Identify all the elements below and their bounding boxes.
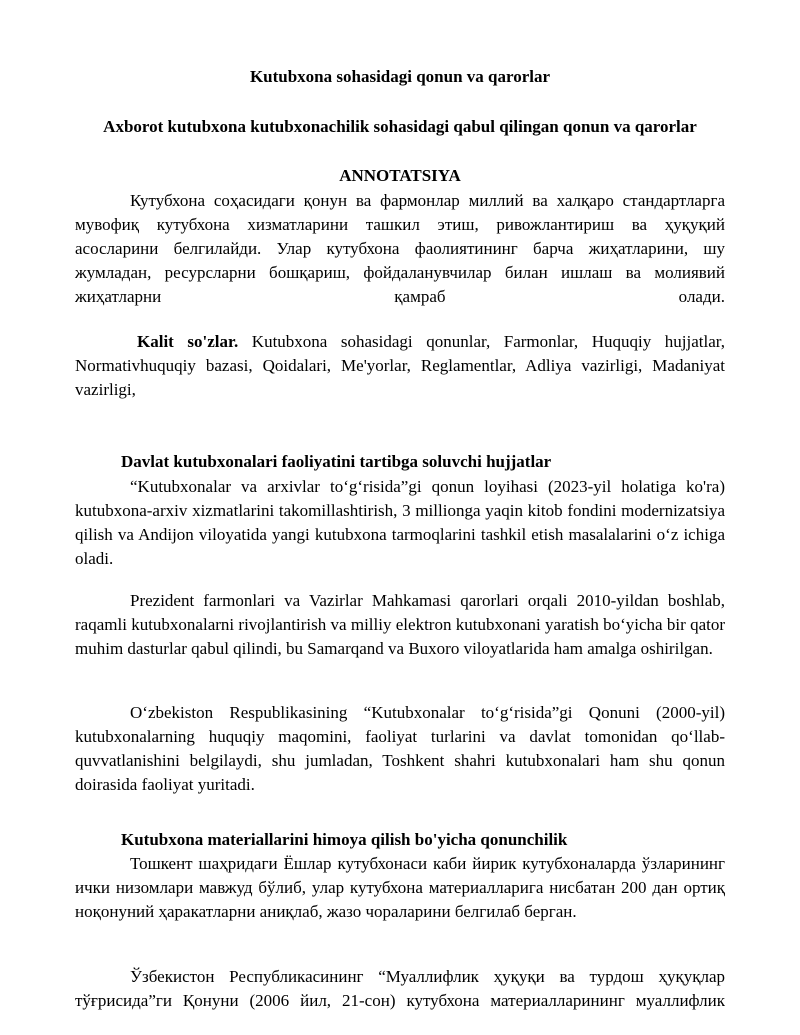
section-heading: Kutubxona materiallarini himoya qilish bo'yicha qonunchilik (121, 830, 568, 849)
annotation-line: жумладан, ресурсларни бошқариш, фойдаланувчилар билан ишлаш ва молиявий (75, 263, 725, 282)
document-title: Kutubxona sohasidagi qonun va qarorlar (249, 67, 551, 86)
section2-paragraph-1: Тошкент шаҳридаги Ёшлар кутубхонаси каби йирик кутубхоналарда ўзларининг ички низомлари мавжуд бўлиб, улар кутубхона материалларига нисбатан 200 дан ортиқ ноқонуний ҳаракатларни аниқлаб, жазо чораларини белгилаб берган. (75, 854, 725, 921)
keywords-label: Kalit so'zlar. (137, 332, 239, 351)
section2-line: тўғрисида”ги Қонуни (2006 йил, 21-сон) кутубхона материалларининг муаллифлик (75, 991, 725, 1010)
section1-paragraph-3: O‘zbekiston Respublikasining “Kutubxonalar to‘g‘risida”gi Qonuni (2000-yil) kutubxonalarning huquqiy maqomini, faoliyat turlarini va davlat tomonidan qo‘llab-quvvatlanishini belgilaydi, shu jumladan, Toshkent shahri kutubxonalari ham shu qonun doirasida faoliyat yuritadi. (75, 703, 725, 794)
annotation-last-line (75, 285, 725, 309)
annotation-word: жиҳатларни (75, 287, 162, 306)
section2-line: Ўзбекистон Республикасининг “Муаллифлик ҳуқуқи ва турдош ҳуқуқлар (130, 967, 725, 986)
annotation-word: қамраб (394, 287, 446, 306)
section1-paragraph-2: Prezident farmonlari va Vazirlar Mahkamasi qarorlari orqali 2010-yildan boshlab, raqamli kutubxonalarni rivojlantirish va milliy elektron kutubxonani yaratish bo‘yicha bir qator muhim dasturlar qabul qilindi, bu Samarqand va Buxoro viloyatlarida ham amalga oshirilgan. (75, 591, 725, 658)
annotation-line: мувофиқ кутубхона хизматларини ташкил этиш, ривожлантириш ва ҳуқуқий (75, 215, 725, 234)
annotation-line: асосларини белгилайди. Улар кутубхона фаолиятининг барча жиҳатларини, шу (75, 239, 725, 258)
annotation-paragraph (75, 189, 725, 309)
annotation-heading: ANNOTATSIYA (339, 166, 461, 185)
section-heading: Davlat kutubxonalari faoliyatini tartibga soluvchi hujjatlar (121, 452, 552, 471)
document-subtitle: Axborot kutubxona kutubxonachilik sohasidagi qabul qilingan qonun va qarorlar (103, 117, 697, 136)
keywords-paragraph (75, 330, 725, 402)
annotation-word: олади. (678, 287, 725, 306)
annotation-line: Кутубхона соҳасидаги қонун ва фармонлар миллий ва халқаро стандартларга (130, 191, 725, 210)
keywords-text: Kutubxona sohasidagi qonunlar, Farmonlar, Huquqiy hujjatlar, Normativhuquqiy bazasi, Qoidalari, Me'yorlar, Reglamentlar, Adliya vazirligi, Madaniyat vazirligi, (75, 332, 725, 399)
section1-paragraph-1: “Kutubxonalar va arxivlar to‘g‘risida”gi qonun loyihasi (2023-yil holatiga ko'ra) kutubxona-arxiv xizmatlarini takomillashtirish, 3 millionga yaqin kitob fondini modernizatsiya qilish va Andijon viloyatida yangi kutubxona tarmoqlarini tashkil etish masalalarini o‘z ichiga oladi. (75, 477, 725, 568)
section2-paragraph-2 (75, 965, 725, 1013)
